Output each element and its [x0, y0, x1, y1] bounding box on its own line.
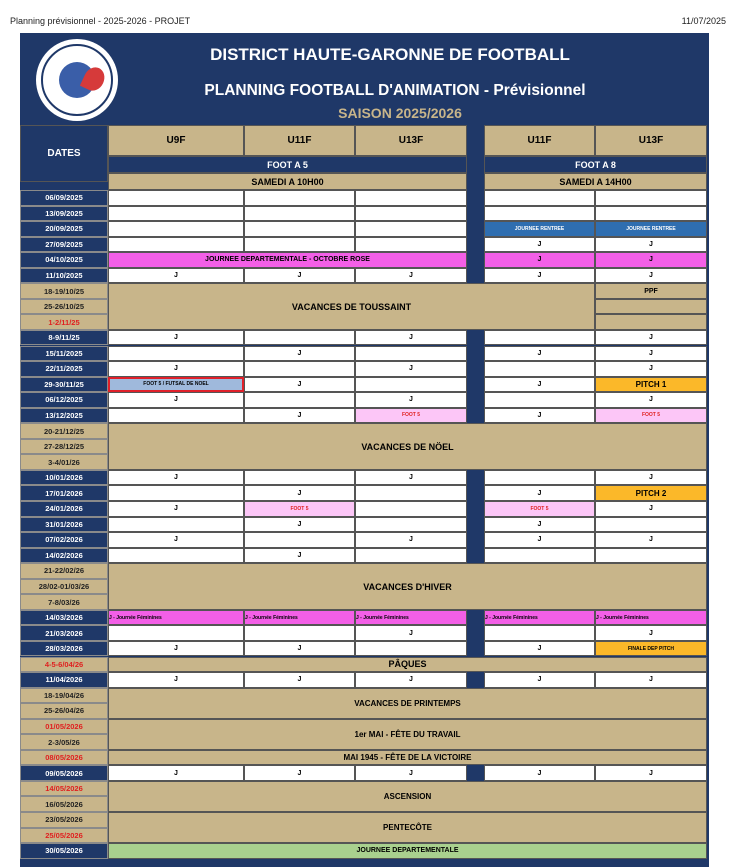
group-foot8: FOOT A 8 — [484, 156, 707, 173]
date-cell: 25-26/10/25 — [20, 299, 108, 315]
j-cell: J — [355, 392, 467, 408]
group-foot5: FOOT A 5 — [108, 156, 467, 173]
table-cell — [355, 237, 467, 253]
date-cell: 29-30/11/25 — [20, 377, 108, 393]
date-cell: 20-21/12/25 — [20, 423, 108, 439]
j-cell: J — [355, 361, 467, 377]
date-cell: 3-4/01/26 — [20, 454, 108, 470]
j-cell: J — [595, 361, 707, 377]
table-cell — [244, 470, 355, 486]
date-cell: 24/01/2026 — [20, 501, 108, 517]
j-cell: J — [595, 501, 707, 517]
journee-feminines-cell: J - Journée Féminines — [355, 610, 467, 626]
table-cell — [595, 299, 707, 315]
table-cell — [355, 221, 467, 237]
j-cell: J — [108, 532, 244, 548]
j-cell: J — [484, 517, 595, 533]
pitch1-cell: PITCH 1 — [595, 377, 707, 393]
table-cell — [595, 517, 707, 533]
table-cell — [244, 330, 355, 346]
district-title: DISTRICT HAUTE-GARONNE DE FOOTBALL — [210, 45, 570, 64]
date-cell: 16/05/2026 — [20, 796, 108, 812]
page-header-bar — [10, 16, 726, 26]
district-logo — [36, 39, 118, 121]
j-cell: J — [484, 268, 595, 284]
j-cell: J — [244, 485, 355, 501]
table-cell — [244, 221, 355, 237]
table-cell — [108, 408, 244, 424]
table-cell — [108, 485, 244, 501]
j-cell: J — [244, 346, 355, 362]
j-cell: J — [484, 346, 595, 362]
date-cell: 17/01/2026 — [20, 485, 108, 501]
table-cell — [244, 206, 355, 222]
date-cell: 21/03/2026 — [20, 625, 108, 641]
date-cell: 4-5-6/04/26 — [20, 657, 108, 673]
table-cell — [355, 206, 467, 222]
document-title: Planning prévisionnel - 2025-2026 - PROJET — [10, 16, 191, 26]
journee-feminines-cell: J - Journée Féminines — [484, 610, 595, 626]
j-cell: J — [244, 548, 355, 564]
table-cell — [595, 206, 707, 222]
j-cell: J — [244, 641, 355, 657]
j-cell: J — [355, 765, 467, 781]
j-cell: J — [595, 330, 707, 346]
date-cell: 01/05/2026 — [20, 719, 108, 735]
pentecote-band: PENTECÔTE — [108, 812, 707, 843]
date-cell: 07/02/2026 — [20, 532, 108, 548]
table-cell — [108, 517, 244, 533]
j-cell: J — [355, 625, 467, 641]
table-cell — [595, 314, 707, 330]
j-cell: J — [244, 377, 355, 393]
planning-table — [20, 125, 709, 867]
j-cell: J — [484, 408, 595, 424]
j-cell: J — [595, 765, 707, 781]
time-sat10: SAMEDI A 10H00 — [108, 173, 467, 190]
table-cell — [108, 206, 244, 222]
j-cell: J — [108, 361, 244, 377]
j-cell: J — [595, 392, 707, 408]
foot5-cell: FOOT 5 — [244, 501, 355, 517]
table-cell — [108, 548, 244, 564]
date-cell: 10/01/2026 — [20, 470, 108, 486]
date-cell: 14/05/2026 — [20, 781, 108, 797]
table-cell — [108, 190, 244, 206]
j-cell: J — [355, 672, 467, 688]
table-cell — [484, 470, 595, 486]
date-cell: 7-8/03/26 — [20, 594, 108, 610]
col-header-u13f: U13F — [355, 125, 467, 156]
octobre-rose-band: JOURNEE DEPARTEMENTALE - OCTOBRE ROSE — [108, 252, 467, 268]
journee-rentree-cell: JOURNEE RENTREE — [595, 221, 707, 237]
table-cell — [244, 392, 355, 408]
col-header-u11f: U11F — [244, 125, 355, 156]
j-cell: J — [244, 408, 355, 424]
table-cell — [108, 625, 244, 641]
table-cell — [108, 221, 244, 237]
table-cell — [355, 548, 467, 564]
table-cell — [355, 641, 467, 657]
time-sat14: SAMEDI A 14H00 — [484, 173, 707, 190]
foot5-cell: FOOT 5 — [595, 408, 707, 424]
table-cell — [244, 625, 355, 641]
paques-band: PÂQUES — [108, 657, 707, 673]
date-cell: 20/09/2025 — [20, 221, 108, 237]
table-cell — [355, 190, 467, 206]
vacances-printemps-band: VACANCES DE PRINTEMPS — [108, 688, 707, 719]
table-cell — [244, 190, 355, 206]
date-cell: 2-3/05/26 — [20, 734, 108, 750]
table-cell — [355, 517, 467, 533]
date-cell: 27-28/12/25 — [20, 439, 108, 455]
j-cell: J — [595, 237, 707, 253]
fete-travail-band: 1er MAI - FÊTE DU TRAVAIL — [108, 719, 707, 750]
finale-pitch-cell: FINALE DEP PITCH — [595, 641, 707, 657]
date-cell: 14/02/2026 — [20, 548, 108, 564]
date-cell: 27/09/2025 — [20, 237, 108, 253]
dates-header: DATES — [20, 125, 108, 182]
col-header-u9f: U9F — [108, 125, 244, 156]
foot5-cell: FOOT 5 — [484, 501, 595, 517]
j-cell: J — [595, 625, 707, 641]
date-cell: 8-9/11/25 — [20, 330, 108, 346]
j-cell: J — [484, 252, 595, 268]
j-cell: J — [355, 470, 467, 486]
j-cell: J — [108, 330, 244, 346]
j-cell: J — [108, 765, 244, 781]
date-cell: 31/01/2026 — [20, 517, 108, 533]
j-cell: J — [484, 377, 595, 393]
table-cell — [355, 485, 467, 501]
table-cell — [355, 501, 467, 517]
table-cell — [484, 190, 595, 206]
date-cell: 21-22/02/26 — [20, 563, 108, 579]
foot5-cell: FOOT 5 — [355, 408, 467, 424]
j-cell: J — [244, 765, 355, 781]
j-cell: J — [355, 330, 467, 346]
j-cell: J — [595, 532, 707, 548]
j-cell: J — [108, 268, 244, 284]
ascension-band: ASCENSION — [108, 781, 707, 812]
table-cell — [244, 361, 355, 377]
date-cell: 28/03/2026 — [20, 641, 108, 657]
j-cell: J — [595, 268, 707, 284]
ppf-cell: PPF — [595, 283, 707, 299]
j-cell: J — [244, 517, 355, 533]
j-cell: J — [484, 765, 595, 781]
j-cell: J — [244, 268, 355, 284]
j-cell: J — [484, 672, 595, 688]
date-cell: 13/09/2025 — [20, 206, 108, 222]
table-cell — [595, 190, 707, 206]
vacances-hiver-band: VACANCES D'HIVER — [108, 563, 707, 610]
vacances-noel-band: VACANCES DE NÖEL — [108, 423, 707, 470]
date-cell: 14/03/2026 — [20, 610, 108, 626]
j-cell: J — [484, 237, 595, 253]
table-cell — [484, 206, 595, 222]
table-cell — [355, 346, 467, 362]
date-cell: 11/10/2025 — [20, 268, 108, 284]
table-cell — [108, 346, 244, 362]
season-title: SAISON 2025/2026 — [338, 105, 462, 121]
j-cell: J — [108, 672, 244, 688]
date-cell: 06/12/2025 — [20, 392, 108, 408]
date-cell: 13/12/2025 — [20, 408, 108, 424]
table-cell — [484, 548, 595, 564]
pitch2-cell: PITCH 2 — [595, 485, 707, 501]
date-cell: 30/05/2026 — [20, 843, 108, 859]
date-cell: 18-19/04/26 — [20, 688, 108, 704]
date-cell: 22/11/2025 — [20, 361, 108, 377]
j-cell: J — [355, 532, 467, 548]
j-cell: J — [595, 470, 707, 486]
j-cell: J — [355, 268, 467, 284]
table-cell — [244, 532, 355, 548]
table-cell — [355, 377, 467, 393]
date-cell: 11/04/2026 — [20, 672, 108, 688]
date-cell: 06/09/2025 — [20, 190, 108, 206]
date-cell: 1-2/11/25 — [20, 314, 108, 330]
j-cell: J — [484, 641, 595, 657]
j-cell: J — [108, 501, 244, 517]
date-cell: 08/05/2026 — [20, 750, 108, 766]
table-cell — [484, 361, 595, 377]
j-cell: J — [108, 470, 244, 486]
date-cell: 25-26/04/26 — [20, 703, 108, 719]
table-cell — [484, 625, 595, 641]
date-cell: 18-19/10/25 — [20, 283, 108, 299]
vacances-toussaint-band: VACANCES DE TOUSSAINT — [108, 283, 595, 330]
futsal-noel-cell: FOOT 5 / FUTSAL DE NOEL — [108, 377, 244, 393]
col-header-u11f-foot8: U11F — [484, 125, 595, 156]
date-cell: 28/02-01/03/26 — [20, 579, 108, 595]
j-cell: J — [108, 392, 244, 408]
title-banner — [20, 33, 709, 125]
date-cell: 23/05/2026 — [20, 812, 108, 828]
table-cell — [108, 237, 244, 253]
table-cell — [595, 548, 707, 564]
planning-title: PLANNING FOOTBALL D'ANIMATION - Prévisionnel — [204, 82, 586, 99]
table-cell — [484, 392, 595, 408]
j-cell: J — [595, 252, 707, 268]
journee-feminines-cell: J - Journée Féminines — [244, 610, 355, 626]
date-cell: 15/11/2025 — [20, 346, 108, 362]
date-cell: 25/05/2026 — [20, 828, 108, 844]
j-cell: J — [108, 641, 244, 657]
col-header-u13f-foot8: U13F — [595, 125, 707, 156]
document-date: 11/07/2025 — [681, 16, 726, 26]
journee-feminines-cell: J - Journée Féminines — [108, 610, 244, 626]
j-cell: J — [244, 672, 355, 688]
table-cell — [484, 330, 595, 346]
journee-feminines-cell: J - Journée Féminines — [595, 610, 707, 626]
date-cell: 09/05/2026 — [20, 765, 108, 781]
j-cell: J — [484, 532, 595, 548]
date-cell: 04/10/2025 — [20, 252, 108, 268]
table-cell — [244, 237, 355, 253]
journee-departementale-band: JOURNEE DEPARTEMENTALE — [108, 843, 707, 859]
j-cell: J — [595, 346, 707, 362]
j-cell: J — [595, 672, 707, 688]
fete-victoire-band: MAI 1945 - FÊTE DE LA VICTOIRE — [108, 750, 707, 766]
journee-rentree-cell: JOURNEE RENTREE — [484, 221, 595, 237]
j-cell: J — [484, 485, 595, 501]
